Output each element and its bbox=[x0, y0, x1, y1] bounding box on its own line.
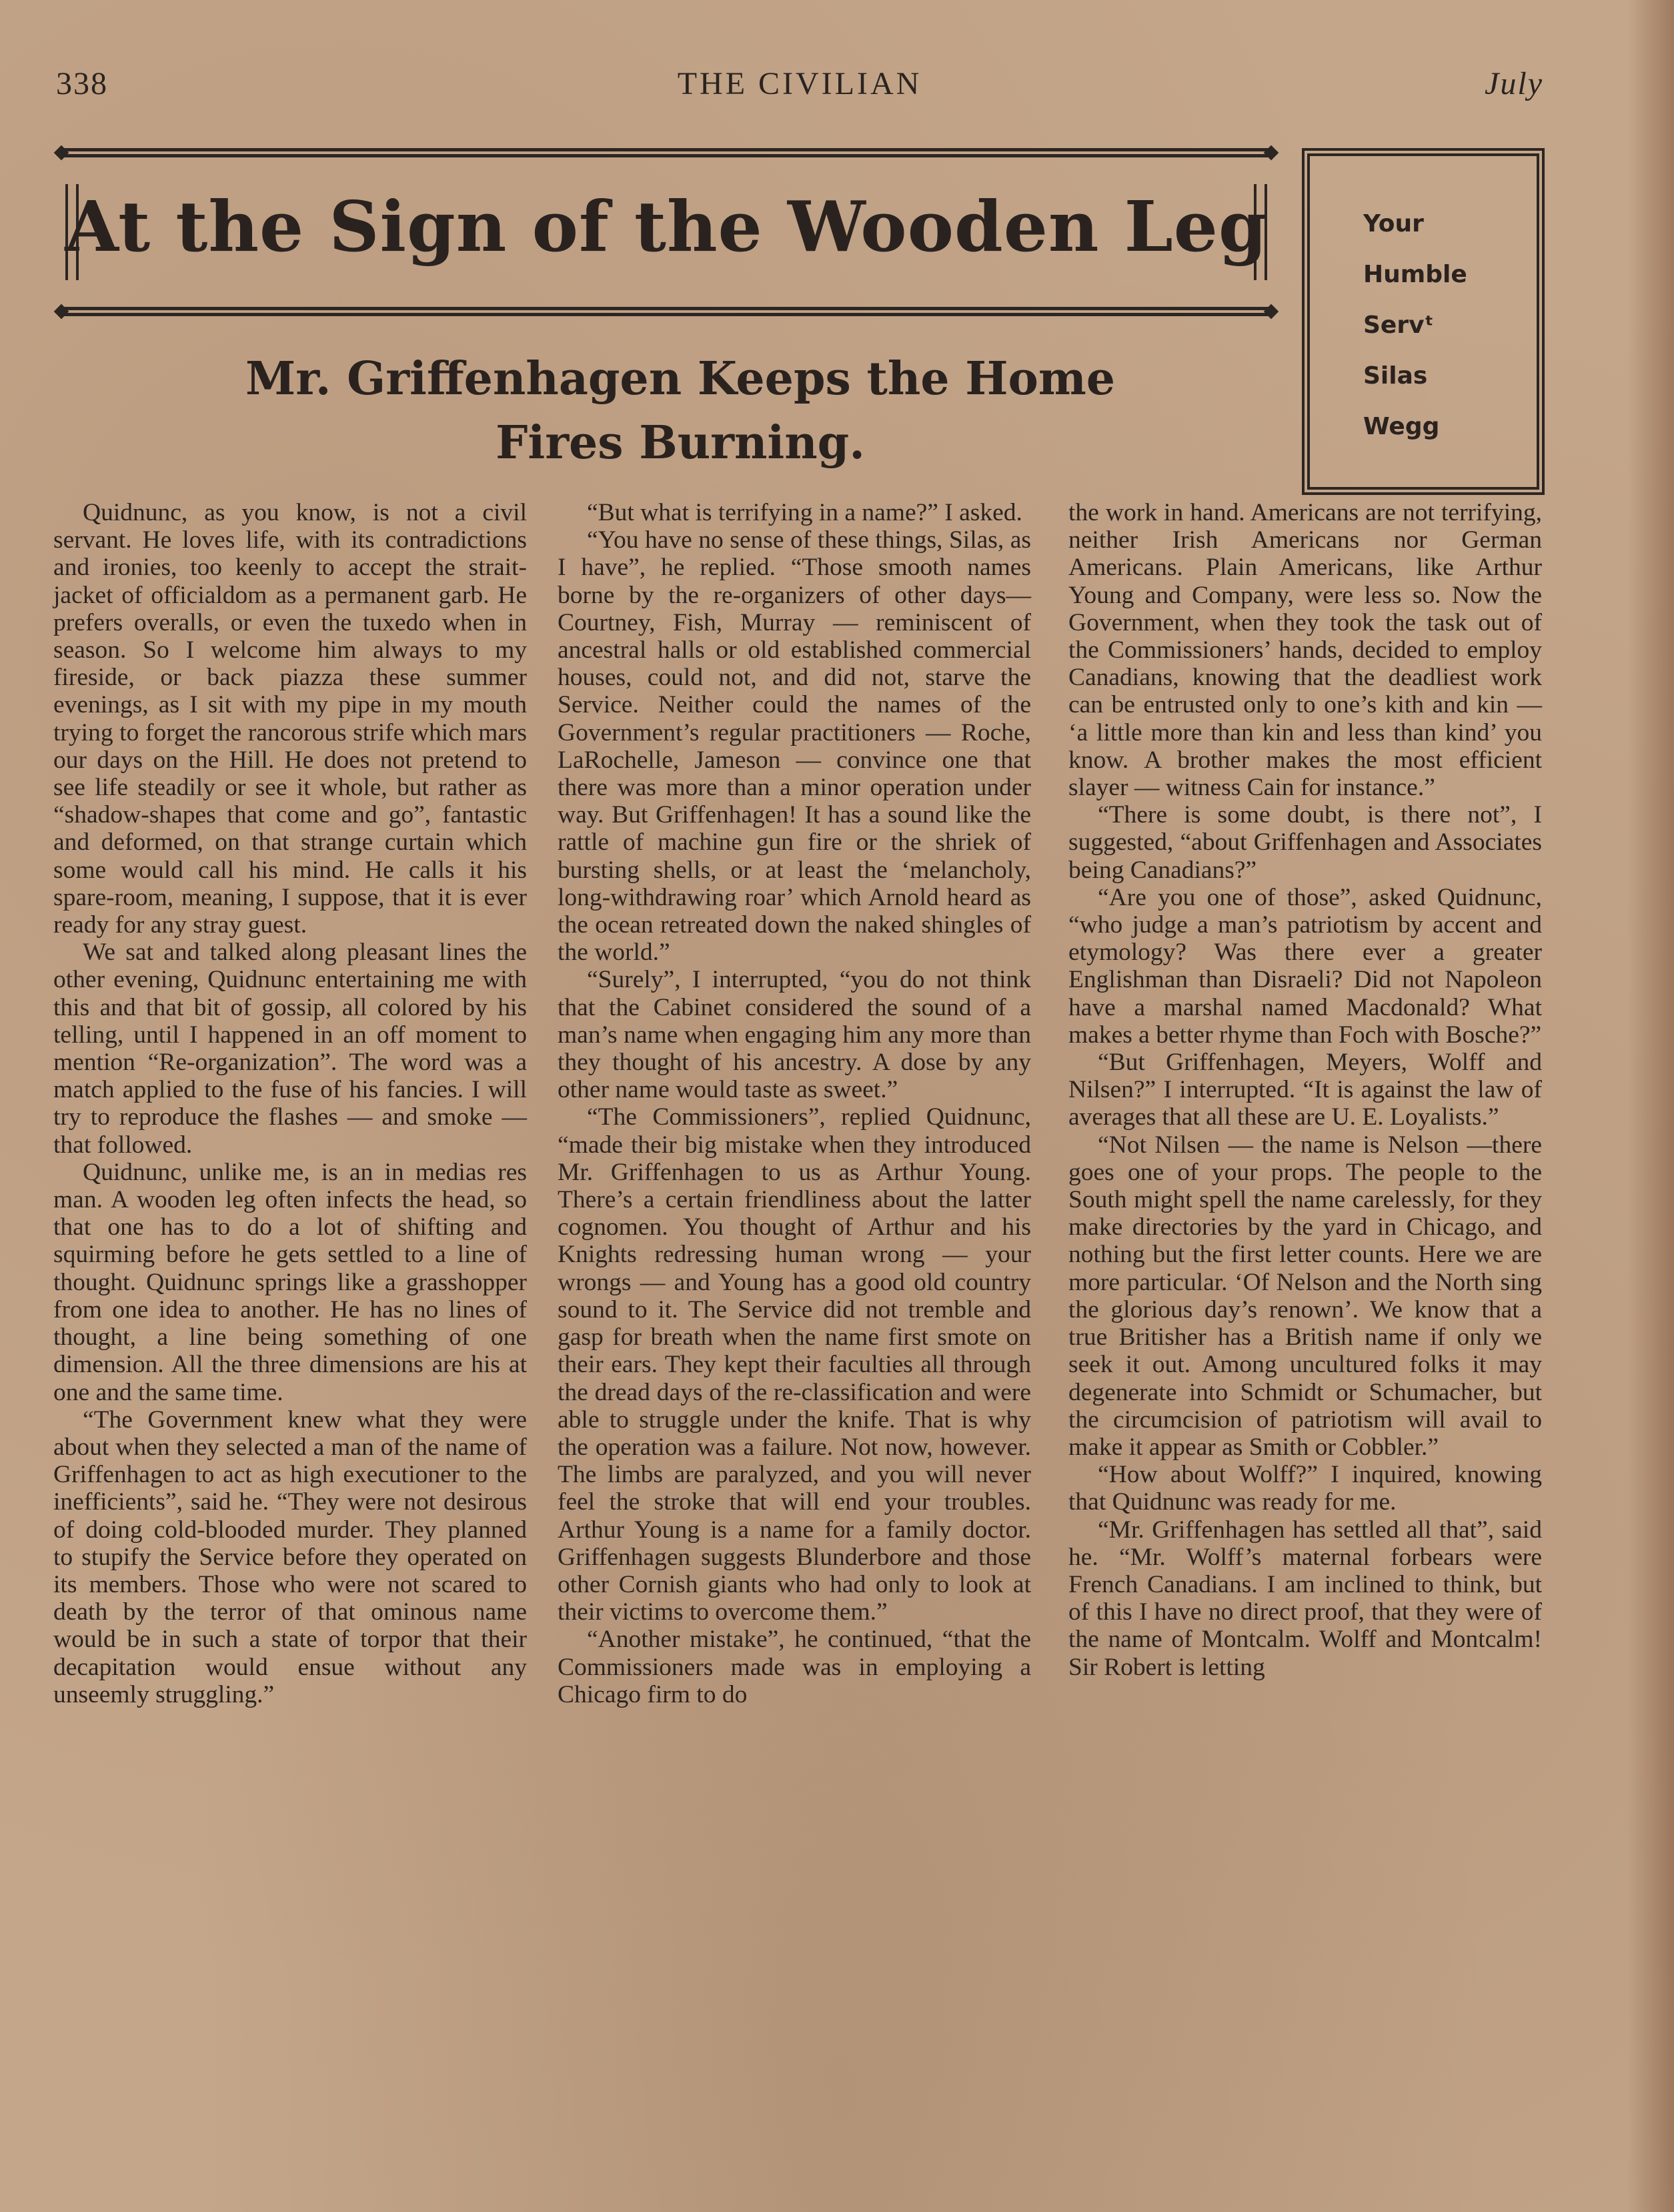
paragraph: “But what is terrifying in a name?” I asked. bbox=[587, 499, 1022, 526]
article-subtitle bbox=[107, 347, 1254, 475]
paragraph: “Are you one of those”, asked Quidnunc, “who judge a man’s patriotism by accent and etymology? Was there ever a greater Englishman than Disraeli? Did not Napoleon have a marshal named Macdonald? What makes a better rhyme than Foch with Bosche?” bbox=[1068, 883, 1542, 1049]
subtitle-line-1: Mr. Griffenhagen Keeps the Home bbox=[245, 352, 1116, 406]
text-column-3 bbox=[1068, 499, 1542, 1681]
paragraph: “The Commissioners”, replied Quidnunc, “made their big mistake when they introduced Mr. Griffenhagen to us as Arthur Young. There’s a certain friendliness about the latter cognomen. You thought of Arthur and his Knights redressing human wrong — your wrongs — and Young has a good old country sound to it. The Service did not tremble and gasp for breath when the name first smote on their ears. They kept their faculties all through the dread days of the re-classification and were able to struggle under the knife. That is why the operation was a failure. Not now, however. The limbs are paralyzed, and you will never feel the stroke that will end your troubles. Arthur Young is a name for a family doctor. Griffenhagen suggests Blunderbore and those other Cornish giants who had only to look at their victims to overcome them.” bbox=[558, 1103, 1031, 1626]
signature-line: Your bbox=[1363, 210, 1424, 237]
diamond-ornament-icon bbox=[1264, 145, 1279, 161]
paragraph: “But Griffenhagen, Meyers, Wolff and Nilsen?” I interrupted. “It is against the law of averages that all these are U. E. Loyalists.” bbox=[1068, 1049, 1542, 1131]
signature-line: Silas bbox=[1363, 362, 1428, 390]
paragraph: “There is some doubt, is there not”, I suggested, “about Griffenhagen and Associates being Canadians?” bbox=[1068, 801, 1542, 884]
publication-name: THE CIVILIAN bbox=[677, 66, 922, 101]
paragraph: “Another mistake”, he continued, “that the Commissioners made was in employing a Chicago firm to do bbox=[558, 1626, 1031, 1708]
paragraph: “Mr. Griffenhagen has settled all that”, said he. “Mr. Wolff’s maternal forbears were French Canadians. I am inclined to think, but of this I have no direct proof, that they were of the name of Montcalm. Wolff and Montcalm! Sir Robert is letting bbox=[1068, 1516, 1542, 1681]
paragraph: “You have no sense of these things, Silas, as I have”, he replied. “Those smooth names borne by the re-organizers of other days—Courtney, Fish, Murray — reminiscent of ancestral halls or old established commercial houses, could not, and did not, starve the Service. Neither could the names of the Government’s regular practitioners — Roche, LaRochelle, Jameson — convince one that there was more than a minor operation under way. But Griffenhagen! It has a sound like the rattle of machine gun fire or the shriek of bursting shells, or at least the ‘melancholy, long-withdrawing roar’ which Arnold heard as the ocean retreated down the naked shingles of the world.” bbox=[558, 526, 1031, 967]
text-column-1 bbox=[53, 499, 527, 1708]
page-number: 338 bbox=[56, 66, 108, 101]
running-header bbox=[56, 65, 1543, 112]
title-frame bbox=[61, 148, 1271, 316]
paragraph: We sat and talked along pleasant lines the other evening, Quidnunc entertaining me with this and that bit of gossip, all colored by his telling, until I happened in an off moment to mention “Re-organization”. The word was a match applied to the fuse of his fancies. I will try to reproduce the flashes — and smoke — that followed. bbox=[53, 939, 527, 1159]
diamond-ornament-icon bbox=[54, 304, 69, 320]
diamond-ornament-icon bbox=[1264, 304, 1279, 320]
paragraph: “How about Wolff?” I inquired, knowing that Quidnunc was ready for me. bbox=[1068, 1461, 1542, 1516]
signature-line: Wegg bbox=[1363, 413, 1440, 440]
article-title: At the Sign of the Wooden Leg bbox=[65, 185, 1268, 267]
subtitle-line-2: Fires Burning. bbox=[496, 416, 865, 470]
paragraph-continued: the work in hand. Americans are not terrifying, neither Irish Americans nor German Americans. Plain Americans, like Arthur Young and Company, were less so. Now the Government, when they took the task out of the Commissioners’ hands, decided to employ Canadians, knowing that the deadliest work can be entrusted only to one’s kith and kin — ‘a little more than kin and less than kind’ you know. A brother makes the most efficient slayer — witness Cain for instance.” bbox=[1068, 499, 1542, 802]
paragraph: “The Government knew what they were about when they selected a man of the name of Griffenhagen to act as high executioner to the inefficients”, said he. “They were not desirous of doing cold-blooded murder. They planned to stupify the Service before they operated on its members. Those who were not scared to death by the terror of that ominous name would be in such a state of torpor that their decapitation would ensue without any unseemly struggling.” bbox=[53, 1406, 527, 1708]
paragraph: Quidnunc, unlike me, is an in medias res man. A wooden leg often infects the head, so that one has to do a lot of shifting and squirming before he gets settled to a line of thought. Quidnunc springs like a grasshopper from one idea to another. He has no lines of thought, a line being something of one dimension. All the three dimensions are his at one and the same time. bbox=[53, 1158, 527, 1406]
paragraph: “Not Nilsen — the name is Nelson —there goes one of your props. The people to the South might spell the name carelessly, for they make directories by the yard in Chicago, and nothing but the first letter counts. Here we are more particular. ‘Of Nelson and the North sing the glorious day’s renown’. We know that a true Britisher has a British name if only we seek it out. Among uncultured folks it may degenerate into Schmidt or Schumacher, but the circumcision of patriotism will avail to make it appear as Smith or Cobbler.” bbox=[1068, 1131, 1542, 1461]
signature-line: Servᵗ bbox=[1363, 312, 1434, 339]
signature-line: Humble bbox=[1363, 261, 1467, 288]
paragraph: “Surely”, I interrupted, “you do not think that the Cabinet considered the sound of a man’s name when engaging him any more than they thought of his ancestry. A dose by any other name would taste as sweet.” bbox=[558, 966, 1031, 1104]
diamond-ornament-icon bbox=[54, 145, 69, 161]
paragraph: Quidnunc, as you know, is not a civil servant. He loves life, with its contradictions and ironies, too keenly to accept the strait-jacket of officialdom as a permanent garb. He prefers overalls, or even the tuxedo when in season. So I welcome him always to my fireside, or back piazza these summer evenings, as I sit with my pipe in my mouth trying to forget the rancorous strife which mars our days on the Hill. He does not pretend to see life steadily or see it whole, but rather as “shadow-shapes that come and go”, fantastic and deformed, on that strange curtain which some would call his mind. He calls it his spare-room, meaning, I suppose, that it is ever ready for any stray guest. bbox=[53, 499, 527, 939]
issue-month: July bbox=[1485, 66, 1543, 101]
signature-box bbox=[1302, 148, 1545, 495]
text-column-2 bbox=[558, 499, 1031, 1708]
page-edge-shadow bbox=[1627, 0, 1674, 2212]
